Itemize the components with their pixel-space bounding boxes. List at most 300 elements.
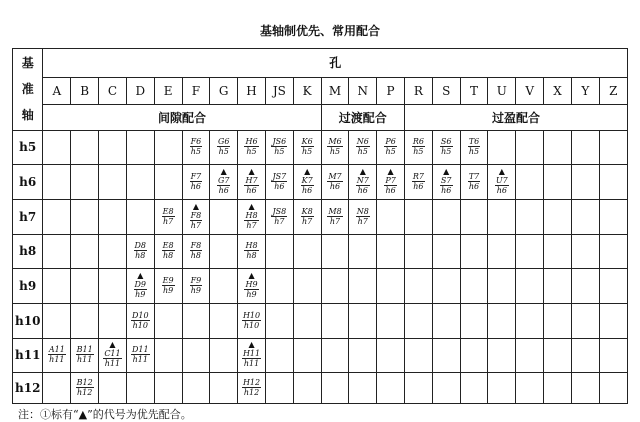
hole-d: D (126, 77, 154, 105)
fit-shaft-code: h6 (413, 182, 424, 192)
fit-cell (126, 269, 154, 304)
shaft-row-h9 (13, 269, 628, 304)
hole-t: T (460, 77, 488, 105)
empty-cell (293, 269, 321, 304)
fit-cell (460, 165, 488, 200)
shaft-label: h6 (13, 165, 43, 200)
fit-shaft-code: h11 (132, 355, 148, 365)
group-interference: 过盈配合 (405, 105, 628, 131)
fit-hole-code: K8 (301, 206, 313, 216)
fit-shaft-code: h5 (302, 147, 313, 157)
empty-cell (516, 303, 544, 338)
fit-hole-code: G6 (217, 137, 230, 147)
empty-cell (99, 165, 127, 200)
fit-hole-code: N8 (356, 206, 369, 216)
shaft-row-h6 (13, 165, 628, 200)
empty-cell (99, 269, 127, 304)
shaft-row-h12 (13, 373, 628, 404)
empty-cell (349, 338, 377, 373)
empty-cell (377, 373, 405, 404)
empty-cell (544, 199, 572, 234)
empty-cell (377, 234, 405, 269)
shaft-row-h8 (13, 234, 628, 269)
empty-cell (293, 373, 321, 404)
fit-shaft-code: h7 (302, 216, 313, 226)
empty-cell (544, 338, 572, 373)
fit-fraction (162, 241, 175, 260)
empty-cell (43, 269, 71, 304)
hole-p: P (377, 77, 405, 105)
empty-cell (349, 303, 377, 338)
fit-cell (182, 199, 210, 234)
fit-shaft-code: h11 (49, 355, 65, 365)
fit-shaft-code: h6 (468, 182, 480, 192)
fit-shaft-code: h8 (246, 251, 257, 261)
fit-cell (238, 269, 266, 304)
fit-hole-code: T7 (468, 172, 480, 182)
empty-cell (99, 373, 127, 404)
hole-h: H (238, 77, 266, 105)
empty-cell (210, 373, 238, 404)
empty-cell (460, 269, 488, 304)
fit-fraction (412, 172, 425, 191)
fit-fraction (131, 345, 150, 364)
fit-shaft-code: h5 (329, 147, 341, 157)
fit-hole-code: P6 (385, 137, 396, 147)
empty-cell (377, 269, 405, 304)
empty-cell (544, 269, 572, 304)
fit-hole-code: D11 (131, 345, 149, 355)
empty-cell (544, 234, 572, 269)
hole-s: S (432, 77, 460, 105)
fit-cell (432, 165, 460, 200)
preferred-triangle-icon: ▲ (220, 167, 227, 177)
hole-r: R (405, 77, 433, 105)
preferred-triangle-icon: ▲ (359, 167, 366, 177)
empty-cell (488, 303, 516, 338)
empty-cell (599, 303, 627, 338)
empty-cell (544, 303, 572, 338)
empty-cell (99, 130, 127, 165)
empty-cell (182, 373, 210, 404)
empty-cell (571, 338, 599, 373)
fit-fraction (244, 241, 258, 260)
empty-cell (99, 199, 127, 234)
fit-fraction (356, 137, 370, 156)
empty-cell (126, 130, 154, 165)
fit-hole-code: B12 (76, 378, 93, 388)
fit-shaft-code: h6 (302, 186, 313, 196)
fit-cell (377, 165, 405, 200)
fit-fraction (244, 203, 258, 230)
empty-cell (349, 269, 377, 304)
empty-cell (599, 199, 627, 234)
hole-f: F (182, 77, 210, 105)
fit-fraction (356, 207, 370, 226)
empty-cell (405, 373, 433, 404)
empty-cell (516, 269, 544, 304)
fit-shaft-code: h6 (329, 182, 341, 192)
fit-shaft-code: h6 (357, 186, 368, 196)
fit-shaft-code: h9 (246, 290, 257, 300)
empty-cell (99, 303, 127, 338)
fit-hole-code: G7 (217, 176, 230, 186)
empty-cell (71, 130, 99, 165)
preferred-triangle-icon: ▲ (248, 340, 255, 350)
fit-cell (182, 165, 210, 200)
empty-cell (210, 269, 238, 304)
empty-cell (43, 130, 71, 165)
fit-hole-code: F8 (190, 210, 202, 220)
fit-cell (405, 130, 433, 165)
fit-hole-code: F7 (190, 172, 202, 182)
fit-cell (460, 130, 488, 165)
fit-hole-code: F9 (190, 276, 202, 286)
fit-shaft-code: h6 (190, 182, 202, 192)
empty-cell (126, 373, 154, 404)
empty-cell (516, 373, 544, 404)
fit-fraction (384, 168, 396, 195)
fit-fraction (190, 276, 203, 295)
hole-c: C (99, 77, 127, 105)
hole-z: Z (599, 77, 627, 105)
empty-cell (432, 303, 460, 338)
shaft-label: h11 (13, 338, 43, 373)
empty-cell (71, 165, 99, 200)
empty-cell (432, 338, 460, 373)
preferred-triangle-icon: ▲ (248, 167, 255, 177)
empty-cell (599, 165, 627, 200)
empty-cell (488, 234, 516, 269)
fit-fraction (162, 276, 175, 295)
fit-cell (238, 234, 266, 269)
fit-cell (432, 130, 460, 165)
fit-hole-code: M6 (328, 137, 342, 147)
base-char-2: 准 (21, 82, 34, 97)
fit-hole-code: D10 (131, 310, 149, 320)
fit-hole-code: C11 (104, 349, 121, 359)
fit-hole-code: T6 (468, 137, 480, 147)
fit-cell (293, 130, 321, 165)
fit-fraction (301, 207, 314, 226)
hole-m: M (321, 77, 349, 105)
empty-cell (460, 373, 488, 404)
fit-fraction (301, 168, 314, 195)
fit-hole-code: H6 (245, 137, 258, 147)
fit-hole-code: JS8 (272, 206, 287, 216)
fit-shaft-code: h8 (162, 251, 174, 261)
fit-cell (238, 373, 266, 404)
fit-fraction (327, 172, 342, 191)
fit-cell (349, 130, 377, 165)
empty-cell (460, 338, 488, 373)
fit-hole-code: H7 (245, 176, 258, 186)
fit-fraction (468, 172, 480, 191)
fit-shaft-code: h11 (104, 359, 121, 369)
hole-v: V (516, 77, 544, 105)
fit-hole-code: S6 (440, 137, 452, 147)
empty-cell (265, 234, 293, 269)
watermark (500, 404, 630, 418)
preferred-triangle-icon: ▲ (498, 167, 505, 177)
empty-cell (405, 234, 433, 269)
fit-fraction (76, 345, 94, 364)
fit-cell (238, 165, 266, 200)
empty-cell (460, 303, 488, 338)
fit-hole-code: E8 (162, 206, 174, 216)
fit-hole-code: S7 (440, 176, 452, 186)
empty-cell (377, 199, 405, 234)
fit-fraction (103, 341, 121, 368)
empty-cell (432, 373, 460, 404)
fit-hole-code: M8 (328, 206, 342, 216)
shaft-label: h7 (13, 199, 43, 234)
preferred-triangle-icon: ▲ (248, 271, 255, 281)
empty-cell (321, 373, 349, 404)
fit-cell (182, 234, 210, 269)
shaft-label: h9 (13, 269, 43, 304)
fit-hole-code: K7 (301, 176, 313, 186)
fit-hole-code: F8 (190, 241, 202, 251)
fit-cell (126, 338, 154, 373)
empty-cell (71, 199, 99, 234)
empty-cell (210, 199, 238, 234)
empty-cell (71, 303, 99, 338)
fit-hole-code: H9 (245, 280, 258, 290)
fit-shaft-code: h12 (243, 388, 260, 398)
empty-cell (571, 234, 599, 269)
fit-cell (377, 130, 405, 165)
fit-shaft-code: h11 (243, 359, 260, 369)
fit-cell (126, 303, 154, 338)
empty-cell (154, 338, 182, 373)
fit-fraction (190, 241, 203, 260)
fit-shaft-code: h5 (246, 147, 257, 157)
fit-hole-code: K6 (301, 137, 313, 147)
fit-fraction (242, 378, 261, 397)
empty-cell (154, 165, 182, 200)
empty-cell (599, 338, 627, 373)
empty-cell (210, 303, 238, 338)
fit-hole-code: H12 (242, 378, 261, 388)
empty-cell (71, 269, 99, 304)
fit-fraction (76, 378, 94, 397)
empty-cell (405, 199, 433, 234)
preferred-triangle-icon: ▲ (248, 201, 255, 211)
fit-shaft-code: h9 (190, 286, 202, 296)
fit-cell (210, 165, 238, 200)
empty-cell (488, 338, 516, 373)
fit-fraction (242, 311, 261, 330)
empty-cell (460, 199, 488, 234)
empty-cell (154, 130, 182, 165)
fit-hole-code: U7 (495, 176, 508, 186)
fit-fraction (244, 137, 258, 156)
hole-g: G (210, 77, 238, 105)
shaft-label: h12 (13, 373, 43, 404)
fit-hole-code: R7 (412, 172, 424, 182)
empty-cell (293, 338, 321, 373)
fit-shaft-code: h5 (413, 147, 424, 157)
fit-cell (182, 130, 210, 165)
shaft-row-h11 (13, 338, 628, 373)
fit-cell (349, 165, 377, 200)
fit-hole-code: D9 (134, 280, 147, 290)
fit-fraction (244, 168, 258, 195)
fit-shaft-code: h6 (441, 186, 452, 196)
shaft-row-h5 (13, 130, 628, 165)
fit-fraction (356, 168, 370, 195)
fit-cell (238, 303, 266, 338)
empty-cell (349, 234, 377, 269)
fit-fraction (412, 137, 425, 156)
fit-cell (182, 269, 210, 304)
fit-fraction (134, 241, 148, 260)
fit-hole-code: H8 (245, 210, 258, 220)
fit-fraction (301, 137, 314, 156)
empty-cell (488, 130, 516, 165)
empty-cell (126, 199, 154, 234)
empty-cell (460, 234, 488, 269)
empty-cell (43, 303, 71, 338)
fit-shaft-code: h5 (441, 147, 452, 157)
fit-shaft-code: h8 (190, 251, 202, 261)
empty-cell (182, 338, 210, 373)
fit-cell (43, 338, 71, 373)
fit-fraction (271, 172, 287, 191)
empty-cell (599, 373, 627, 404)
fit-hole-code: F6 (190, 137, 202, 147)
fit-cell (321, 199, 349, 234)
empty-cell (599, 269, 627, 304)
hole-x: X (544, 77, 572, 105)
fit-fraction (217, 137, 230, 156)
empty-cell (516, 199, 544, 234)
empty-cell (571, 199, 599, 234)
fit-cell (126, 234, 154, 269)
empty-cell (516, 338, 544, 373)
base-shaft-header (13, 49, 43, 131)
fit-cell (293, 199, 321, 234)
fit-shaft-code: h5 (218, 147, 229, 157)
fit-shaft-code: h7 (246, 220, 257, 230)
empty-cell (544, 165, 572, 200)
fit-shaft-code: h5 (468, 147, 480, 157)
fit-cell (154, 269, 182, 304)
fit-hole-code: P7 (385, 176, 396, 186)
empty-cell (126, 165, 154, 200)
fit-fraction (384, 137, 396, 156)
fit-cell (238, 199, 266, 234)
fit-shaft-code: h5 (190, 147, 202, 157)
empty-cell (571, 165, 599, 200)
fit-fraction (468, 137, 480, 156)
preferred-triangle-icon: ▲ (192, 201, 199, 211)
fit-fraction (162, 207, 175, 226)
empty-cell (43, 199, 71, 234)
fit-cell (71, 373, 99, 404)
empty-cell (377, 303, 405, 338)
fit-hole-code: H10 (242, 310, 261, 320)
fit-fraction (48, 345, 66, 364)
fit-fraction (327, 137, 342, 156)
fit-shaft-code: h7 (329, 216, 341, 226)
empty-cell (516, 234, 544, 269)
fit-hole-code: E9 (162, 276, 174, 286)
empty-cell (293, 234, 321, 269)
fit-shaft-code: h7 (274, 216, 285, 226)
fit-shaft-code: h7 (190, 220, 202, 230)
empty-cell (154, 373, 182, 404)
shaft-label: h5 (13, 130, 43, 165)
fit-hole-code: A11 (48, 345, 65, 355)
empty-cell (488, 199, 516, 234)
fit-fraction (190, 137, 203, 156)
empty-cell (516, 165, 544, 200)
fit-shaft-code: h7 (162, 216, 174, 226)
empty-cell (599, 234, 627, 269)
fit-shaft-code: h9 (135, 290, 146, 300)
group-clearance: 间隙配合 (43, 105, 321, 131)
fit-shaft-code: h6 (218, 186, 229, 196)
hole-js: JS (265, 77, 293, 105)
empty-cell (43, 373, 71, 404)
fit-cell (238, 130, 266, 165)
empty-cell (154, 303, 182, 338)
fit-fraction (440, 168, 453, 195)
preferred-triangle-icon: ▲ (387, 167, 394, 177)
fits-table (12, 48, 628, 404)
fit-fraction (242, 341, 261, 368)
empty-cell (182, 303, 210, 338)
fit-fraction (190, 172, 203, 191)
empty-cell (43, 234, 71, 269)
empty-cell (432, 199, 460, 234)
fit-cell (238, 338, 266, 373)
fit-shaft-code: h5 (385, 147, 396, 157)
empty-cell (432, 234, 460, 269)
fit-cell (154, 199, 182, 234)
footnote: 注：①标有“▲”的代号为优先配合。 (18, 408, 192, 421)
empty-cell (210, 338, 238, 373)
hole-a: A (43, 77, 71, 105)
fit-shaft-code: h10 (132, 320, 148, 330)
empty-cell (405, 269, 433, 304)
empty-cell (43, 165, 71, 200)
empty-cell (293, 303, 321, 338)
fit-cell (265, 165, 293, 200)
fit-shaft-code: h8 (135, 251, 146, 261)
page-title: 基轴制优先、常用配合 (259, 24, 380, 38)
fit-shaft-code: h7 (357, 216, 368, 226)
empty-cell (432, 269, 460, 304)
empty-cell (265, 338, 293, 373)
fit-hole-code: H11 (242, 349, 261, 359)
fit-cell (293, 165, 321, 200)
hole-k: K (293, 77, 321, 105)
fit-hole-code: JS7 (272, 172, 287, 182)
empty-cell (321, 303, 349, 338)
fit-cell (321, 130, 349, 165)
fit-cell (154, 234, 182, 269)
empty-cell (516, 130, 544, 165)
fit-hole-code: D8 (134, 241, 147, 251)
fit-hole-code: JS6 (272, 137, 287, 147)
fit-cell (321, 165, 349, 200)
fit-hole-code: E8 (162, 241, 174, 251)
empty-cell (571, 269, 599, 304)
shaft-row-h7 (13, 199, 628, 234)
